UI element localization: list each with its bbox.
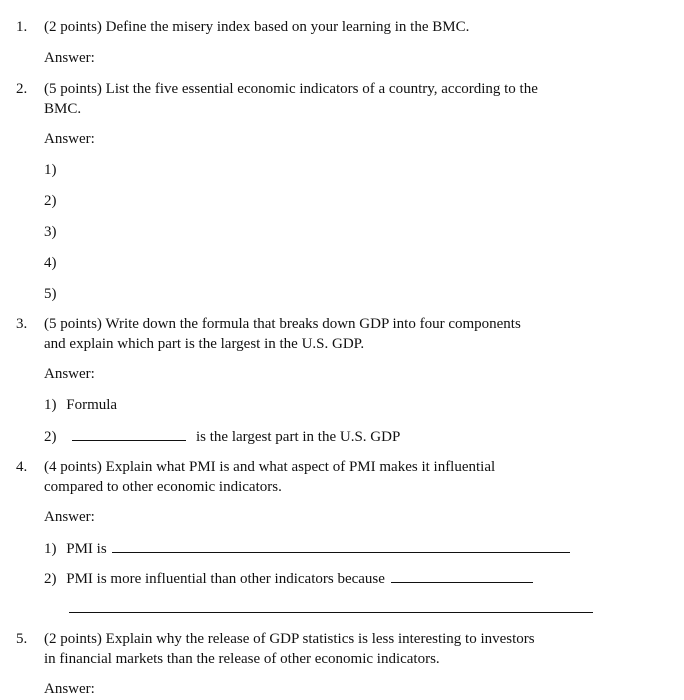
question-text-line-1: (2 points) Explain why the release of GDP statistics is less interesting to investors	[44, 631, 535, 647]
question-text-line-2: compared to other economic indicators.	[44, 479, 282, 495]
answer-label: Answer:	[44, 131, 95, 147]
question-2	[16, 79, 626, 119]
question-text-line-2: and explain which part is the largest in the U.S. GDP.	[44, 336, 365, 352]
fill-in-blank[interactable]	[72, 426, 186, 441]
question-text: (2 points) Define the misery index based on your learning in the BMC.	[44, 19, 470, 35]
largest-part-item	[44, 426, 400, 447]
item-text: is the largest part in the U.S. GDP	[196, 429, 401, 445]
item-text: Formula	[66, 397, 118, 413]
question-text-line-2: in financial markets than the release of other economic indicators.	[44, 651, 440, 667]
question-text-line-2: BMC.	[44, 101, 82, 117]
answer-label: Answer:	[44, 509, 95, 525]
question-1	[16, 17, 626, 37]
list-item: 3)	[44, 224, 57, 240]
item-number: 2)	[44, 571, 57, 587]
fill-in-blank[interactable]	[112, 538, 570, 553]
answer-line[interactable]	[69, 612, 593, 613]
list-item: 5)	[44, 286, 57, 302]
question-3	[16, 314, 626, 354]
question-5	[16, 629, 626, 669]
item-number: 1)	[44, 541, 57, 557]
answer-label: Answer:	[44, 50, 95, 66]
item-text: PMI is more influential than other indicators because	[66, 571, 385, 587]
answer-label: Answer:	[44, 681, 95, 697]
answer-label: Answer:	[44, 366, 95, 382]
fill-in-blank[interactable]	[391, 568, 533, 583]
item-text: PMI is	[66, 541, 107, 557]
list-item: 2)	[44, 193, 57, 209]
question-number: 3.	[16, 316, 28, 332]
list-item: 4)	[44, 255, 57, 271]
pmi-influence-item	[44, 568, 533, 589]
item-number: 1)	[44, 397, 57, 413]
pmi-definition-item	[44, 538, 570, 559]
item-number: 2)	[44, 429, 57, 445]
question-text-line-1: (4 points) Explain what PMI is and what aspect of PMI makes it influential	[44, 459, 496, 475]
question-text-line-1: (5 points) Write down the formula that breaks down GDP into four components	[44, 316, 521, 332]
list-item: 1)	[44, 162, 57, 178]
question-number: 1.	[16, 19, 28, 35]
question-number: 2.	[16, 81, 28, 97]
question-number: 5.	[16, 631, 28, 647]
question-number: 4.	[16, 459, 28, 475]
question-text-line-1: (5 points) List the five essential economic indicators of a country, according to the	[44, 81, 538, 97]
question-4	[16, 457, 626, 497]
formula-item	[44, 395, 117, 415]
